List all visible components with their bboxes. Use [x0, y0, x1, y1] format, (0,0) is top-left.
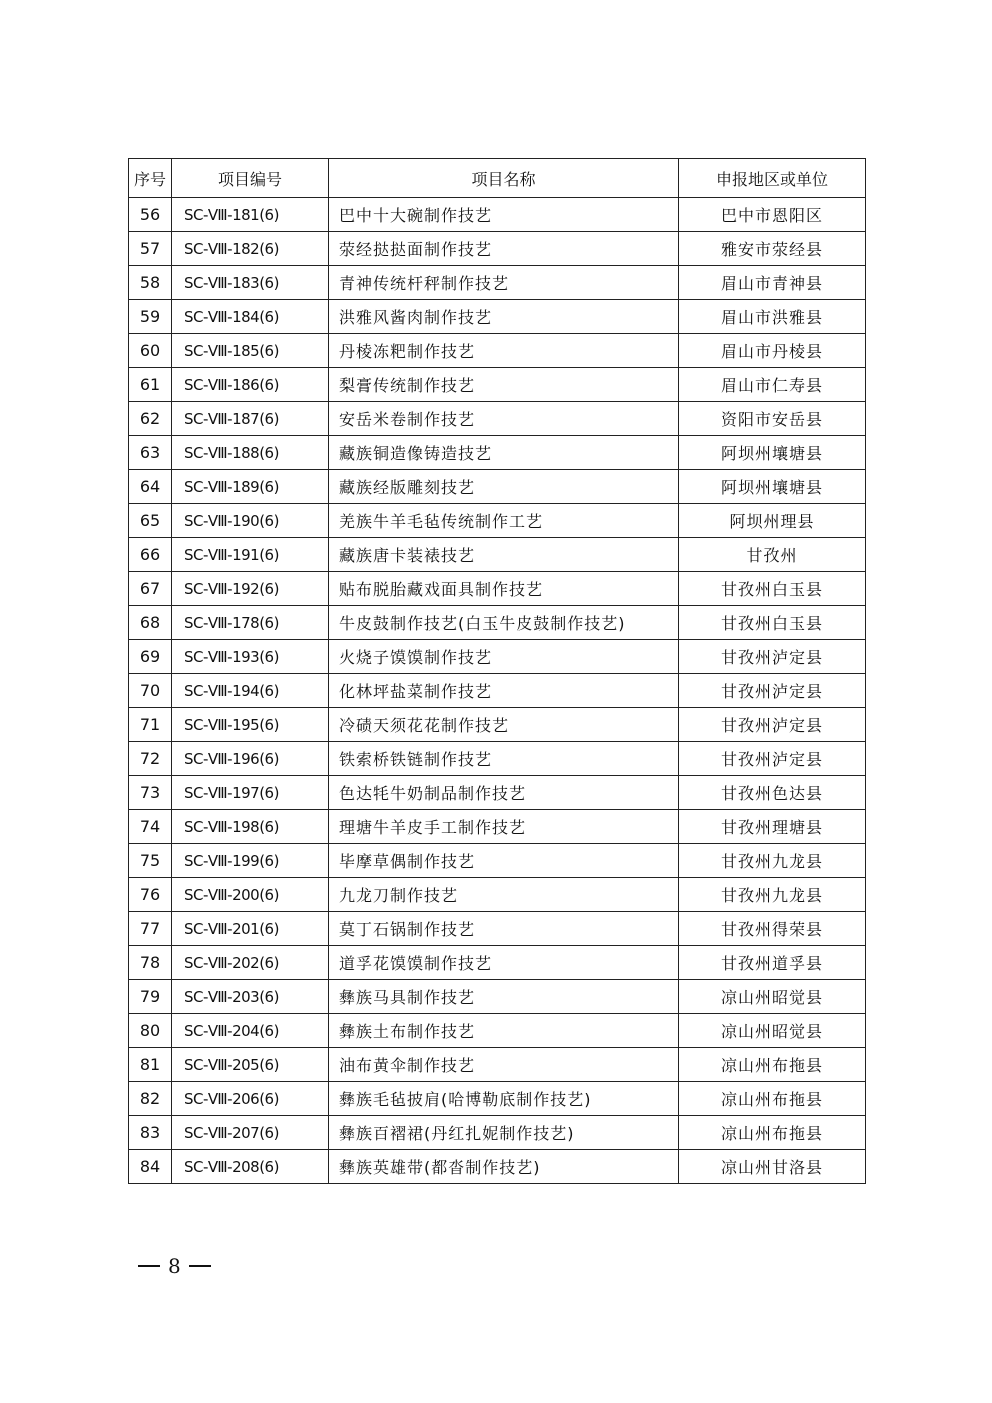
- cell-project-code: SC-Ⅷ-185(6): [172, 334, 329, 368]
- project-table-container: [128, 158, 865, 1184]
- cell-project-name: 火烧子馍馍制作技艺: [329, 640, 679, 674]
- table-row: [129, 300, 866, 334]
- table-row: [129, 878, 866, 912]
- table-row: [129, 232, 866, 266]
- table-row: [129, 1048, 866, 1082]
- cell-region: 甘孜州白玉县: [679, 606, 866, 640]
- table-row: [129, 776, 866, 810]
- cell-region: 甘孜州色达县: [679, 776, 866, 810]
- cell-project-name: 梨膏传统制作技艺: [329, 368, 679, 402]
- cell-region: 甘孜州得荣县: [679, 912, 866, 946]
- table-row: [129, 368, 866, 402]
- cell-project-code: SC-Ⅷ-193(6): [172, 640, 329, 674]
- cell-project-name: 牛皮鼓制作技艺(白玉牛皮鼓制作技艺): [329, 606, 679, 640]
- cell-project-name: 洪雅风酱肉制作技艺: [329, 300, 679, 334]
- cell-serial-number: 58: [129, 266, 172, 300]
- table-row: [129, 402, 866, 436]
- cell-serial-number: 59: [129, 300, 172, 334]
- table-row: [129, 742, 866, 776]
- cell-region: 阿坝州壤塘县: [679, 470, 866, 504]
- cell-project-code: SC-Ⅷ-189(6): [172, 470, 329, 504]
- cell-project-name: 巴中十大碗制作技艺: [329, 198, 679, 232]
- cell-project-name: 理塘牛羊皮手工制作技艺: [329, 810, 679, 844]
- cell-serial-number: 63: [129, 436, 172, 470]
- cell-project-code: SC-Ⅷ-183(6): [172, 266, 329, 300]
- cell-serial-number: 65: [129, 504, 172, 538]
- cell-project-code: SC-Ⅷ-178(6): [172, 606, 329, 640]
- table-row: [129, 1082, 866, 1116]
- cell-project-name: 藏族经版雕刻技艺: [329, 470, 679, 504]
- cell-project-code: SC-Ⅷ-181(6): [172, 198, 329, 232]
- table-row: [129, 708, 866, 742]
- cell-project-code: SC-Ⅷ-197(6): [172, 776, 329, 810]
- cell-project-name: 化林坪盐菜制作技艺: [329, 674, 679, 708]
- cell-serial-number: 84: [129, 1150, 172, 1184]
- cell-region: 凉山州布拖县: [679, 1082, 866, 1116]
- project-table: [128, 158, 866, 1184]
- table-row: [129, 470, 866, 504]
- table-row: [129, 1014, 866, 1048]
- table-row: [129, 1150, 866, 1184]
- header-project-name: 项目名称: [329, 159, 679, 198]
- page-number: 8: [168, 1254, 181, 1278]
- cell-region: 眉山市仁寿县: [679, 368, 866, 402]
- cell-project-code: SC-Ⅷ-190(6): [172, 504, 329, 538]
- cell-region: 甘孜州泸定县: [679, 674, 866, 708]
- cell-project-code: SC-Ⅷ-196(6): [172, 742, 329, 776]
- cell-project-name: 羌族牛羊毛毡传统制作工艺: [329, 504, 679, 538]
- cell-region: 甘孜州泸定县: [679, 742, 866, 776]
- cell-region: 眉山市青神县: [679, 266, 866, 300]
- table-row: [129, 640, 866, 674]
- cell-project-name: 荥经挞挞面制作技艺: [329, 232, 679, 266]
- cell-region: 巴中市恩阳区: [679, 198, 866, 232]
- cell-project-name: 安岳米卷制作技艺: [329, 402, 679, 436]
- cell-serial-number: 62: [129, 402, 172, 436]
- cell-project-name: 彝族毛毡披肩(哈博勒底制作技艺): [329, 1082, 679, 1116]
- cell-project-name: 藏族铜造像铸造技艺: [329, 436, 679, 470]
- cell-serial-number: 64: [129, 470, 172, 504]
- cell-region: 甘孜州九龙县: [679, 878, 866, 912]
- table-row: [129, 1116, 866, 1150]
- cell-project-code: SC-Ⅷ-208(6): [172, 1150, 329, 1184]
- cell-serial-number: 57: [129, 232, 172, 266]
- cell-project-code: SC-Ⅷ-205(6): [172, 1048, 329, 1082]
- cell-serial-number: 71: [129, 708, 172, 742]
- cell-project-name: 彝族马具制作技艺: [329, 980, 679, 1014]
- cell-region: 凉山州布拖县: [679, 1048, 866, 1082]
- cell-serial-number: 73: [129, 776, 172, 810]
- table-row: [129, 674, 866, 708]
- cell-project-code: SC-Ⅷ-191(6): [172, 538, 329, 572]
- cell-project-code: SC-Ⅷ-198(6): [172, 810, 329, 844]
- cell-project-name: 道孚花馍馍制作技艺: [329, 946, 679, 980]
- cell-project-name: 冷碛天须花花制作技艺: [329, 708, 679, 742]
- table-row: [129, 844, 866, 878]
- table-row: [129, 606, 866, 640]
- page-number-footer: [138, 1250, 211, 1282]
- cell-serial-number: 61: [129, 368, 172, 402]
- cell-project-code: SC-Ⅷ-192(6): [172, 572, 329, 606]
- cell-region: 凉山州昭觉县: [679, 980, 866, 1014]
- cell-serial-number: 81: [129, 1048, 172, 1082]
- cell-project-code: SC-Ⅷ-203(6): [172, 980, 329, 1014]
- cell-region: 阿坝州壤塘县: [679, 436, 866, 470]
- table-row: [129, 572, 866, 606]
- cell-serial-number: 78: [129, 946, 172, 980]
- cell-region: 甘孜州九龙县: [679, 844, 866, 878]
- cell-region: 凉山州昭觉县: [679, 1014, 866, 1048]
- table-row: [129, 912, 866, 946]
- cell-project-code: SC-Ⅷ-201(6): [172, 912, 329, 946]
- left-dash: [138, 1265, 160, 1267]
- table-row: [129, 504, 866, 538]
- right-dash: [189, 1265, 211, 1267]
- cell-project-code: SC-Ⅷ-200(6): [172, 878, 329, 912]
- cell-region: 阿坝州理县: [679, 504, 866, 538]
- cell-serial-number: 80: [129, 1014, 172, 1048]
- cell-serial-number: 69: [129, 640, 172, 674]
- cell-serial-number: 76: [129, 878, 172, 912]
- table-header-row: [129, 159, 866, 198]
- cell-project-code: SC-Ⅷ-202(6): [172, 946, 329, 980]
- cell-project-name: 丹棱冻粑制作技艺: [329, 334, 679, 368]
- header-project-code: 项目编号: [172, 159, 329, 198]
- cell-region: 甘孜州泸定县: [679, 708, 866, 742]
- cell-project-code: SC-Ⅷ-207(6): [172, 1116, 329, 1150]
- table-row: [129, 198, 866, 232]
- cell-region: 甘孜州: [679, 538, 866, 572]
- table-row: [129, 946, 866, 980]
- cell-project-name: 色达牦牛奶制品制作技艺: [329, 776, 679, 810]
- cell-project-code: SC-Ⅷ-186(6): [172, 368, 329, 402]
- cell-project-code: SC-Ⅷ-182(6): [172, 232, 329, 266]
- cell-region: 凉山州甘洛县: [679, 1150, 866, 1184]
- cell-project-code: SC-Ⅷ-195(6): [172, 708, 329, 742]
- cell-region: 甘孜州道孚县: [679, 946, 866, 980]
- cell-project-name: 彝族土布制作技艺: [329, 1014, 679, 1048]
- header-serial-number: 序号: [129, 159, 172, 198]
- cell-project-name: 青神传统杆秤制作技艺: [329, 266, 679, 300]
- table-row: [129, 266, 866, 300]
- cell-region: 眉山市洪雅县: [679, 300, 866, 334]
- cell-project-name: 九龙刀制作技艺: [329, 878, 679, 912]
- cell-serial-number: 79: [129, 980, 172, 1014]
- cell-region: 资阳市安岳县: [679, 402, 866, 436]
- cell-project-code: SC-Ⅷ-184(6): [172, 300, 329, 334]
- cell-serial-number: 72: [129, 742, 172, 776]
- cell-region: 凉山州布拖县: [679, 1116, 866, 1150]
- header-region: 申报地区或单位: [679, 159, 866, 198]
- cell-project-code: SC-Ⅷ-204(6): [172, 1014, 329, 1048]
- cell-project-name: 彝族百褶裙(丹红扎妮制作技艺): [329, 1116, 679, 1150]
- cell-serial-number: 56: [129, 198, 172, 232]
- cell-serial-number: 82: [129, 1082, 172, 1116]
- cell-project-name: 铁索桥铁链制作技艺: [329, 742, 679, 776]
- cell-project-code: SC-Ⅷ-194(6): [172, 674, 329, 708]
- table-row: [129, 980, 866, 1014]
- cell-project-name: 藏族唐卡装裱技艺: [329, 538, 679, 572]
- cell-serial-number: 70: [129, 674, 172, 708]
- cell-project-code: SC-Ⅷ-206(6): [172, 1082, 329, 1116]
- cell-serial-number: 67: [129, 572, 172, 606]
- cell-region: 甘孜州理塘县: [679, 810, 866, 844]
- cell-project-code: SC-Ⅷ-199(6): [172, 844, 329, 878]
- cell-serial-number: 83: [129, 1116, 172, 1150]
- cell-region: 眉山市丹棱县: [679, 334, 866, 368]
- cell-serial-number: 77: [129, 912, 172, 946]
- cell-project-name: 油布黄伞制作技艺: [329, 1048, 679, 1082]
- cell-project-code: SC-Ⅷ-187(6): [172, 402, 329, 436]
- cell-serial-number: 60: [129, 334, 172, 368]
- cell-project-name: 毕摩草偶制作技艺: [329, 844, 679, 878]
- cell-project-code: SC-Ⅷ-188(6): [172, 436, 329, 470]
- table-row: [129, 810, 866, 844]
- table-row: [129, 436, 866, 470]
- table-row: [129, 334, 866, 368]
- cell-serial-number: 74: [129, 810, 172, 844]
- cell-region: 甘孜州泸定县: [679, 640, 866, 674]
- cell-project-name: 贴布脱胎藏戏面具制作技艺: [329, 572, 679, 606]
- table-row: [129, 538, 866, 572]
- cell-region: 甘孜州白玉县: [679, 572, 866, 606]
- cell-serial-number: 68: [129, 606, 172, 640]
- cell-project-name: 彝族英雄带(都沓制作技艺): [329, 1150, 679, 1184]
- cell-serial-number: 75: [129, 844, 172, 878]
- cell-serial-number: 66: [129, 538, 172, 572]
- table-body: [129, 198, 866, 1184]
- cell-region: 雅安市荥经县: [679, 232, 866, 266]
- cell-project-name: 莫丁石锅制作技艺: [329, 912, 679, 946]
